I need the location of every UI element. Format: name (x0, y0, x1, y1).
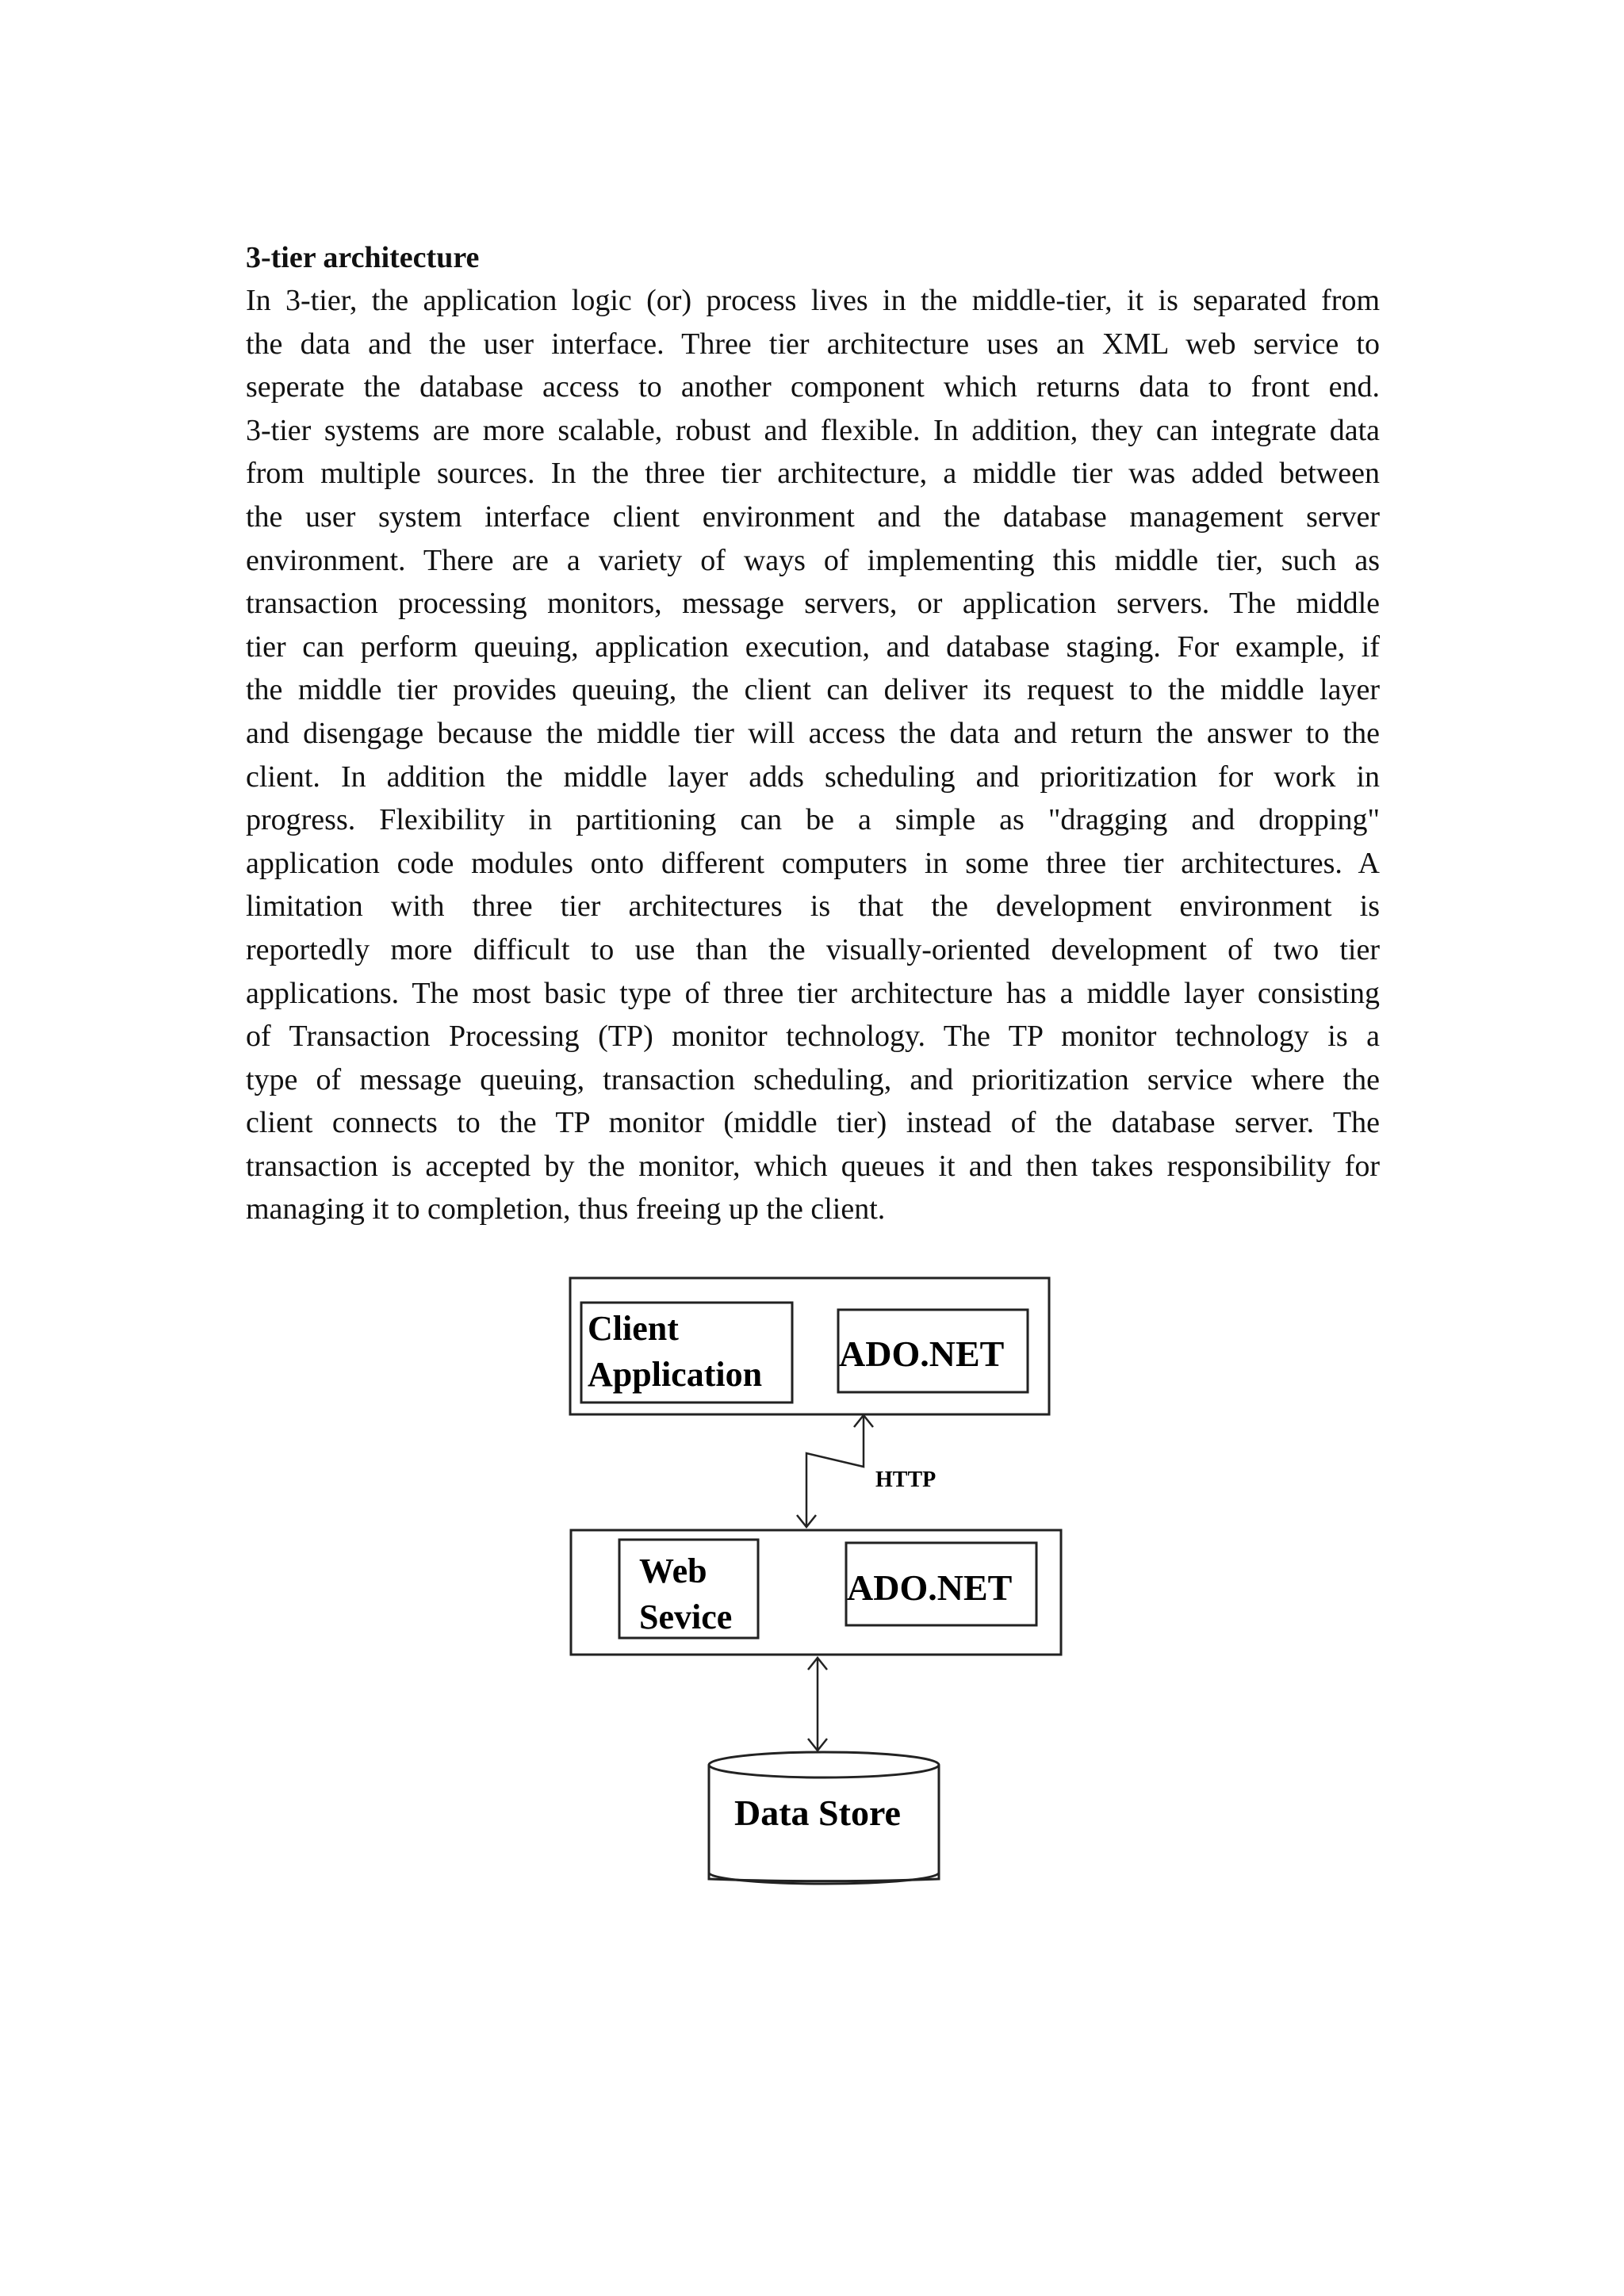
paragraph-line: client connects to the TP monitor (middle tier) instead of the database server. The (246, 1106, 1380, 1140)
section-heading: 3-tier architecture (246, 241, 480, 274)
client-application-label-1: Client (588, 1309, 679, 1348)
paragraph-line: the middle tier provides queuing, the client can deliver its request to the middle layer (246, 673, 1380, 707)
paragraph-line: seperate the database access to another component which returns data to front end. (246, 370, 1380, 404)
client-application-label-2: Application (588, 1355, 763, 1394)
http-zigzag-line (806, 1415, 864, 1527)
data-store-cylinder-top (709, 1752, 939, 1777)
http-label: HTTP (875, 1468, 936, 1492)
paragraph-line: progress. Flexibility in partitioning can be a simple as "dragging and dropping" (246, 803, 1380, 837)
paragraph-line: client. In addition the middle layer adds scheduling and prioritization for work in (246, 760, 1380, 794)
web-service-label-1: Web (639, 1552, 707, 1590)
paragraph-line: of Transaction Processing (TP) monitor technology. The TP monitor technology is a (246, 1020, 1380, 1054)
paragraph-line: In 3-tier, the application logic (or) process lives in the middle-tier, it is separated from (246, 284, 1380, 317)
paragraph-line: applications. The most basic type of three tier architecture has a middle layer consisting (246, 976, 1380, 1010)
paragraph-line: managing it to completion, thus freeing up the client. (246, 1192, 886, 1226)
paragraph-line: type of message queuing, transaction scheduling, and prioritization service where the (246, 1062, 1380, 1096)
paragraph-line: transaction is accepted by the monitor, which queues it and then takes responsibility for (246, 1149, 1380, 1183)
web-ado-label: ADO.NET (847, 1567, 1013, 1608)
paragraph-line: 3-tier systems are more scalable, robust and flexible. In addition, they can integrate data (246, 413, 1380, 447)
client-ado-label: ADO.NET (839, 1334, 1005, 1374)
paragraph-line: the user system interface client environment and the database management server (246, 499, 1380, 534)
data-connector (808, 1658, 827, 1751)
data-store-label: Data Store (734, 1793, 901, 1833)
paragraph-line: limitation with three tier architectures is that the development environment is (246, 890, 1380, 924)
http-connector (797, 1415, 873, 1527)
paragraph-line: and disengage because the middle tier will access the data and return the answer to the (246, 716, 1380, 750)
paragraph-line: transaction processing monitors, message servers, or application servers. The middle (246, 587, 1380, 621)
client-tier (570, 1278, 1049, 1414)
middle-tier (571, 1530, 1061, 1655)
paragraph-line: tier can perform queuing, application execution, and database staging. For example, if (246, 629, 1380, 664)
paragraph-line: environment. There are a variety of ways of implementing this middle tier, such as (246, 543, 1380, 577)
paragraph-line: from multiple sources. In the three tier architecture, a middle tier was added between (246, 457, 1380, 491)
paragraph-line: reportedly more difficult to use than the visually-oriented development of two tier (246, 932, 1380, 966)
paragraph-line: the data and the user interface. Three tier architecture uses an XML web service to (246, 327, 1380, 361)
web-service-label-2: Sevice (639, 1598, 733, 1636)
paragraph-line: application code modules onto different computers in some three tier architectures. A (246, 846, 1380, 880)
